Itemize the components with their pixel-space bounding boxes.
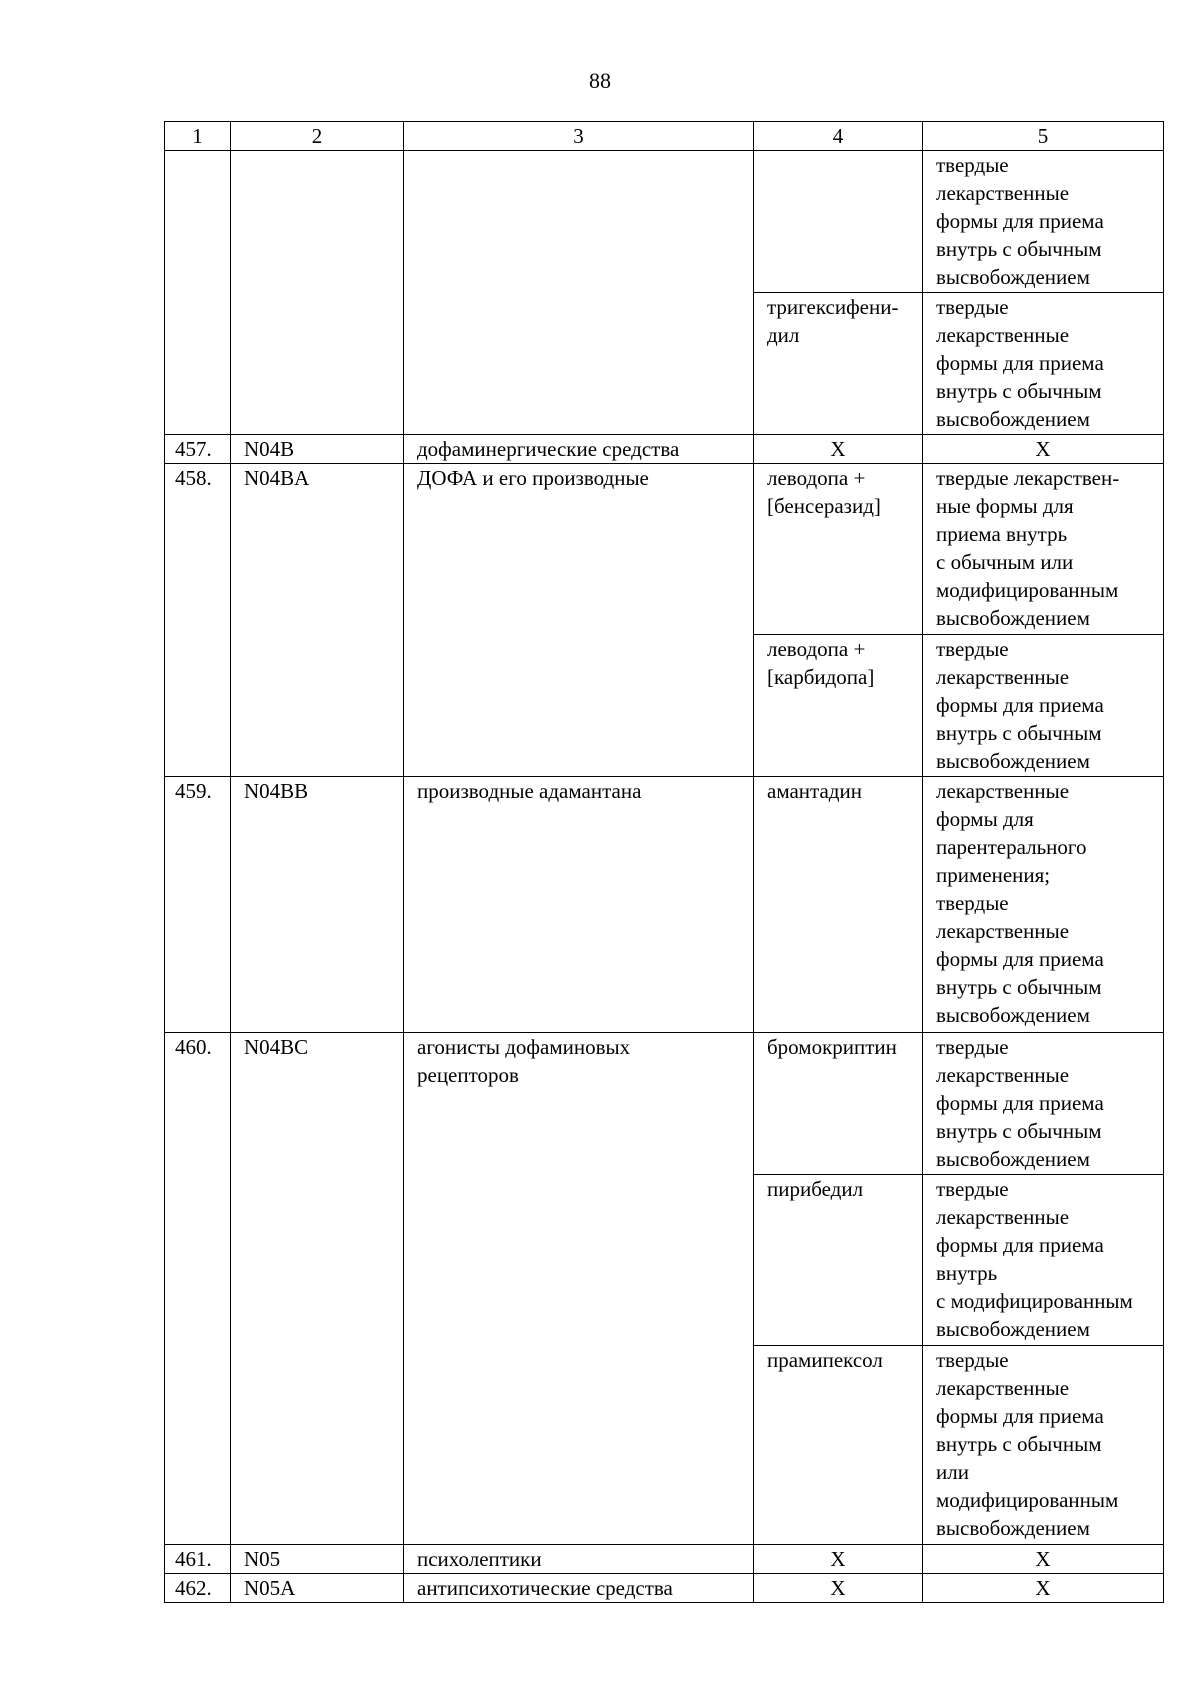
- header-col-1: 1: [165, 122, 231, 151]
- form-line: применения;: [936, 863, 1051, 887]
- cont-drug-cell: [754, 151, 923, 293]
- form-line: лекарственные: [936, 323, 1070, 347]
- drug-line: тригексифени-: [767, 295, 899, 319]
- form-line: высвобождением: [936, 265, 1090, 289]
- drug-cell: X: [754, 1574, 923, 1603]
- drug-cell: [754, 635, 923, 777]
- table-row: [165, 777, 1164, 1033]
- cont-drug-cell: [754, 293, 923, 435]
- form-line: формы для приема: [936, 1233, 1104, 1257]
- form-cell: [923, 464, 1164, 635]
- header-row: [165, 122, 1164, 151]
- table-row: [165, 1574, 1164, 1603]
- form-cell: X: [923, 1574, 1164, 1603]
- form-line: внутрь с обычным: [936, 1119, 1102, 1143]
- form-line: твердые: [936, 153, 1009, 177]
- drug-line: леводопа +: [767, 637, 866, 661]
- form-line: твердые лекарствен-: [936, 466, 1120, 490]
- form-cell: [923, 635, 1164, 777]
- form-line: модифицированным: [936, 1488, 1119, 1512]
- form-line: высвобождением: [936, 1516, 1090, 1540]
- cont-form-cell: [923, 151, 1164, 293]
- form-line: внутрь с обычным: [936, 1432, 1102, 1456]
- header-col-5: 5: [923, 122, 1164, 151]
- form-line: приема внутрь: [936, 522, 1068, 546]
- form-line: высвобождением: [936, 606, 1090, 630]
- group-name-line: рецепторов: [417, 1063, 519, 1087]
- header-col-2: 2: [231, 122, 404, 151]
- form-line: лекарственные: [936, 779, 1070, 803]
- table-row: [165, 1033, 1164, 1175]
- page-number: 88: [589, 68, 611, 93]
- form-line: твердые: [936, 295, 1009, 319]
- drug-line: дил: [767, 323, 800, 347]
- row-number: 462.: [165, 1574, 231, 1603]
- form-line: ные формы для: [936, 494, 1074, 518]
- cont-num-cell: [165, 151, 231, 435]
- table-row: [165, 464, 1164, 635]
- form-line: твердые: [936, 637, 1009, 661]
- group-name: дофаминергические средства: [404, 435, 754, 464]
- form-line: высвобождением: [936, 1317, 1090, 1341]
- cont-name-cell: [404, 151, 754, 435]
- group-name: антипсихотические средства: [404, 1574, 754, 1603]
- form-line: формы для приема: [936, 693, 1104, 717]
- cont-form-cell: [923, 293, 1164, 435]
- drug-cell: бромокриптин: [754, 1033, 923, 1175]
- drug-line: [карбидопа]: [767, 665, 875, 689]
- group-name: ДОФА и его производные: [404, 464, 754, 777]
- cont-code-cell: [231, 151, 404, 435]
- form-line: формы для: [936, 807, 1034, 831]
- form-line: твердые: [936, 1177, 1009, 1201]
- atc-code: N04B: [231, 435, 404, 464]
- atc-code: N04BA: [231, 464, 404, 777]
- form-cell: [923, 1033, 1164, 1175]
- header-col-4: 4: [754, 122, 923, 151]
- form-line: твердые: [936, 1035, 1009, 1059]
- form-line: лекарственные: [936, 665, 1070, 689]
- form-cell: [923, 1175, 1164, 1346]
- form-line: модифицированным: [936, 578, 1119, 602]
- form-line: или: [936, 1460, 969, 1484]
- table-row: [165, 435, 1164, 464]
- drug-cell: амантадин: [754, 777, 923, 1033]
- drug-cell: X: [754, 1545, 923, 1574]
- form-line: формы для приема: [936, 351, 1104, 375]
- form-line: внутрь с обычным: [936, 379, 1102, 403]
- form-line: внутрь: [936, 1261, 998, 1285]
- drug-line: [бенсеразид]: [767, 494, 881, 518]
- form-cell: [923, 777, 1164, 1033]
- table-row: [165, 151, 1164, 293]
- row-number: 458.: [165, 464, 231, 777]
- form-line: высвобождением: [936, 407, 1090, 431]
- group-name: производные адамантана: [404, 777, 754, 1033]
- header-col-3: 3: [404, 122, 754, 151]
- form-line: парентерального: [936, 835, 1087, 859]
- form-line: лекарственные: [936, 181, 1070, 205]
- group-name-line: агонисты дофаминовых: [417, 1035, 631, 1059]
- row-number: 459.: [165, 777, 231, 1033]
- drug-cell: прамипексол: [754, 1346, 923, 1545]
- form-cell: [923, 1346, 1164, 1545]
- form-line: высвобождением: [936, 1147, 1090, 1171]
- form-line: с обычным или: [936, 550, 1074, 574]
- drug-table: [164, 121, 1164, 1603]
- drug-cell: [754, 464, 923, 635]
- form-line: лекарственные: [936, 1376, 1070, 1400]
- group-name: [404, 1033, 754, 1545]
- form-line: формы для приема: [936, 947, 1104, 971]
- drug-line: леводопа +: [767, 466, 866, 490]
- atc-code: N04BB: [231, 777, 404, 1033]
- form-line: лекарственные: [936, 1063, 1070, 1087]
- drug-cell: пирибедил: [754, 1175, 923, 1346]
- form-line: лекарственные: [936, 919, 1070, 943]
- drug-cell: X: [754, 435, 923, 464]
- form-line: лекарственные: [936, 1205, 1070, 1229]
- form-line: формы для приема: [936, 1404, 1104, 1428]
- form-line: твердые: [936, 891, 1009, 915]
- group-name: психолептики: [404, 1545, 754, 1574]
- form-line: внутрь с обычным: [936, 721, 1102, 745]
- atc-code: N05: [231, 1545, 404, 1574]
- form-line: высвобождением: [936, 749, 1090, 773]
- row-number: 461.: [165, 1545, 231, 1574]
- atc-code: N04BC: [231, 1033, 404, 1545]
- form-line: твердые: [936, 1348, 1009, 1372]
- form-line: с модифицированным: [936, 1289, 1133, 1313]
- atc-code: N05A: [231, 1574, 404, 1603]
- form-line: формы для приема: [936, 209, 1104, 233]
- row-number: 457.: [165, 435, 231, 464]
- form-line: внутрь с обычным: [936, 975, 1102, 999]
- form-line: высвобождением: [936, 1003, 1090, 1027]
- table-row: [165, 1545, 1164, 1574]
- form-cell: X: [923, 1545, 1164, 1574]
- row-number: 460.: [165, 1033, 231, 1545]
- form-cell: X: [923, 435, 1164, 464]
- form-line: внутрь с обычным: [936, 237, 1102, 261]
- form-line: формы для приема: [936, 1091, 1104, 1115]
